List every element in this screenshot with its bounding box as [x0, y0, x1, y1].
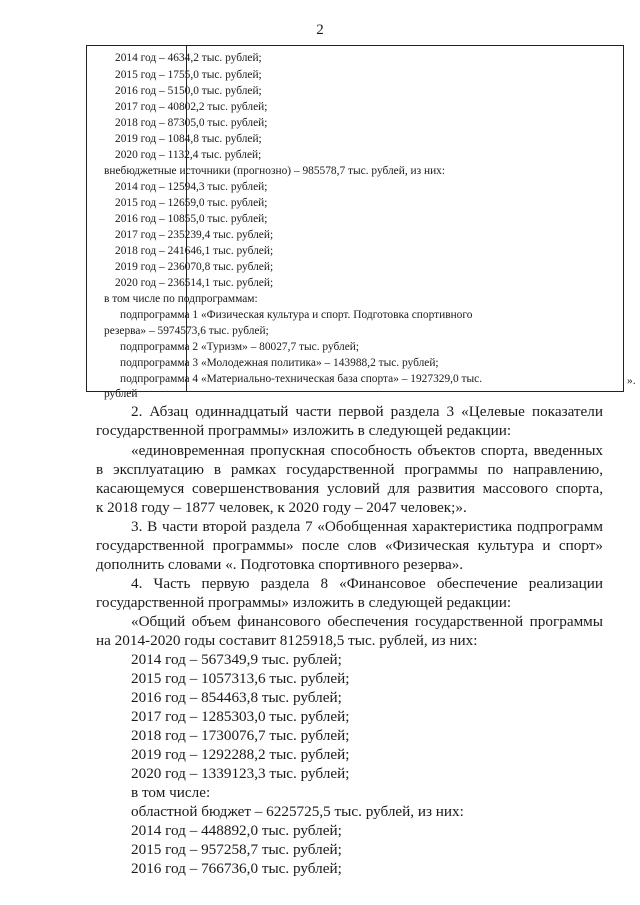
paragraph-line: государственной программы» изложить в следующей редакции: — [96, 422, 512, 439]
table-line: подпрограмма 1 «Физическая культура и спорт. Подготовка спортивного — [120, 309, 473, 321]
table-line: 2019 год – 1084,8 тыс. рублей; — [115, 133, 262, 145]
table-line: 2018 год – 87305,0 тыс. рублей; — [115, 117, 268, 129]
table-line: 2016 год – 10855,0 тыс. рублей; — [115, 213, 268, 225]
paragraph-line: государственной программы» изложить в следующей редакции: — [96, 594, 512, 611]
paragraph-line: к 2018 году – 1877 человек, к 2020 году – 2047 человек;». — [96, 499, 467, 516]
year-line: 2019 год – 1292288,2 тыс. рублей; — [131, 746, 350, 763]
paragraph-line: областной бюджет – 6225725,5 тыс. рублей, из них: — [131, 803, 464, 820]
year-line: 2014 год – 448892,0 тыс. рублей; — [131, 822, 342, 839]
table-line: 2020 год – 236514,1 тыс. рублей; — [115, 277, 274, 289]
year-line: 2017 год – 1285303,0 тыс. рублей; — [131, 708, 350, 725]
year-line: 2018 год – 1730076,7 тыс. рублей; — [131, 727, 350, 744]
table-closing-quote: ». — [627, 375, 636, 387]
table-line: 2015 год – 1755,0 тыс. рублей; — [115, 69, 262, 81]
table-line: рублей — [104, 388, 138, 400]
year-line: 2015 год – 1057313,6 тыс. рублей; — [131, 670, 350, 687]
page-number: 2 — [316, 22, 324, 38]
year-line: 2015 год – 957258,7 тыс. рублей; — [131, 841, 342, 858]
paragraph-line: 3. В части второй раздела 7 «Обобщенная характеристика подпрограмм — [131, 518, 603, 535]
year-line: 2020 год – 1339123,3 тыс. рублей; — [131, 765, 350, 782]
table-line: подпрограмма 4 «Материально-техническая база спорта» – 1927329,0 тыс. — [120, 373, 483, 385]
table-line: 2015 год – 12659,0 тыс. рублей; — [115, 197, 268, 209]
paragraph-line: 4. Часть первую раздела 8 «Финансовое обеспечение реализации — [131, 575, 603, 592]
year-line: 2014 год – 567349,9 тыс. рублей; — [131, 651, 342, 668]
table-line: в том числе по подпрограммам: — [104, 293, 258, 305]
paragraph-line: «Общий объем финансового обеспечения государственной программы — [131, 613, 603, 630]
table-line: резерва» – 5974573,6 тыс. рублей; — [104, 325, 269, 337]
table-line: 2014 год – 12594,3 тыс. рублей; — [115, 181, 268, 193]
table-line: 2020 год – 1132,4 тыс. рублей; — [115, 149, 262, 161]
paragraph-line: в том числе: — [131, 784, 211, 801]
table-line: 2017 год – 40802,2 тыс. рублей; — [115, 101, 268, 113]
year-line: 2016 год – 766736,0 тыс. рублей; — [131, 860, 342, 877]
paragraph-line: на 2014-2020 годы составит 8125918,5 тыс. рублей, из них: — [96, 632, 478, 649]
table-line: подпрограмма 2 «Туризм» – 80027,7 тыс. рублей; — [120, 341, 360, 353]
table-line: 2017 год – 235239,4 тыс. рублей; — [115, 229, 274, 241]
table-line: 2018 год – 241646,1 тыс. рублей; — [115, 245, 274, 257]
year-line: 2016 год – 854463,8 тыс. рублей; — [131, 689, 342, 706]
table-line: внебюджетные источники (прогнозно) – 985578,7 тыс. рублей, из них: — [104, 165, 446, 177]
table-line: 2014 год – 4634,2 тыс. рублей; — [115, 52, 262, 64]
paragraph-line: дополнить словами «. Подготовка спортивного резерва». — [96, 556, 464, 573]
paragraph-line: касающемуся совершенствования условий для развития массового спорта, — [96, 480, 603, 497]
paragraph-line: «единовременная пропускная способность объектов спорта, введенных — [131, 442, 603, 459]
paragraph-line: государственной программы» после слов «Физическая культура и спорт» — [96, 537, 603, 554]
paragraph-line: 2. Абзац одиннадцатый части первой раздела 3 «Целевые показатели — [131, 403, 603, 420]
paragraph-line: в эксплуатацию в рамках государственной программы по направлению, — [96, 461, 603, 478]
table-line: 2019 год – 236070,8 тыс. рублей; — [115, 261, 274, 273]
table-line: подпрограмма 3 «Молодежная политика» – 143988,2 тыс. рублей; — [120, 357, 439, 369]
table-line: 2016 год – 5150,0 тыс. рублей; — [115, 85, 262, 97]
